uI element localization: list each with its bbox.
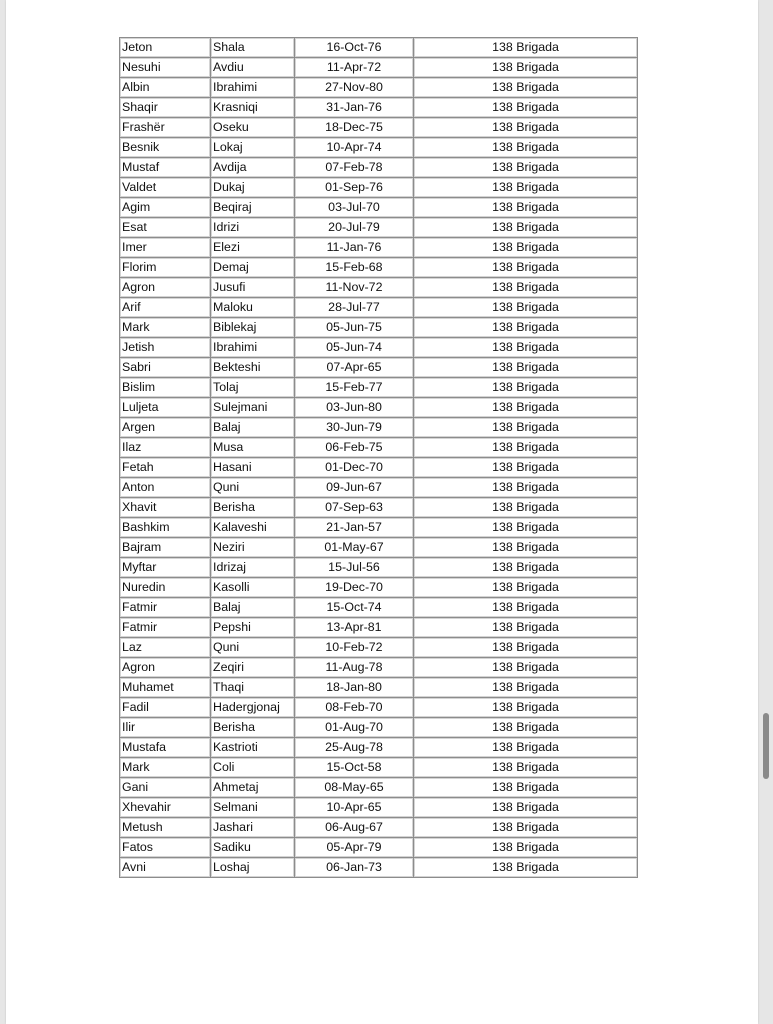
unit-cell: 138 Brigada [414, 798, 638, 818]
last-name-cell: Krasniqi [211, 98, 295, 118]
last-name-cell: Ahmetaj [211, 778, 295, 798]
table-row [120, 838, 638, 858]
first-name-cell: Anton [120, 478, 211, 498]
first-name-cell: Imer [120, 238, 211, 258]
birth-date-cell: 16-Oct-76 [295, 38, 414, 58]
last-name-cell: Maloku [211, 298, 295, 318]
last-name-cell: Avdija [211, 158, 295, 178]
unit-cell: 138 Brigada [414, 398, 638, 418]
birth-date-cell: 10-Feb-72 [295, 638, 414, 658]
first-name-cell: Mark [120, 318, 211, 338]
last-name-cell: Coli [211, 758, 295, 778]
last-name-cell: Zeqiri [211, 658, 295, 678]
unit-cell: 138 Brigada [414, 238, 638, 258]
table-row [120, 198, 638, 218]
table-row [120, 378, 638, 398]
first-name-cell: Metush [120, 818, 211, 838]
table-row [120, 58, 638, 78]
unit-cell: 138 Brigada [414, 198, 638, 218]
table-row [120, 538, 638, 558]
first-name-cell: Mustaf [120, 158, 211, 178]
last-name-cell: Beqiraj [211, 198, 295, 218]
table-row [120, 618, 638, 638]
table-row [120, 398, 638, 418]
unit-cell: 138 Brigada [414, 858, 638, 878]
table-row [120, 858, 638, 878]
last-name-cell: Kalaveshi [211, 518, 295, 538]
first-name-cell: Sabri [120, 358, 211, 378]
last-name-cell: Sadiku [211, 838, 295, 858]
first-name-cell: Avni [120, 858, 211, 878]
first-name-cell: Bislim [120, 378, 211, 398]
first-name-cell: Agim [120, 198, 211, 218]
last-name-cell: Demaj [211, 258, 295, 278]
unit-cell: 138 Brigada [414, 558, 638, 578]
birth-date-cell: 01-Sep-76 [295, 178, 414, 198]
first-name-cell: Ilir [120, 718, 211, 738]
birth-date-cell: 13-Apr-81 [295, 618, 414, 638]
first-name-cell: Shaqir [120, 98, 211, 118]
table-row [120, 798, 638, 818]
unit-cell: 138 Brigada [414, 658, 638, 678]
birth-date-cell: 09-Jun-67 [295, 478, 414, 498]
birth-date-cell: 01-Dec-70 [295, 458, 414, 478]
first-name-cell: Bajram [120, 538, 211, 558]
unit-cell: 138 Brigada [414, 58, 638, 78]
birth-date-cell: 18-Jan-80 [295, 678, 414, 698]
first-name-cell: Xhavit [120, 498, 211, 518]
first-name-cell: Arif [120, 298, 211, 318]
birth-date-cell: 03-Jun-80 [295, 398, 414, 418]
table-row [120, 158, 638, 178]
first-name-cell: Luljeta [120, 398, 211, 418]
table-row [120, 78, 638, 98]
birth-date-cell: 08-Feb-70 [295, 698, 414, 718]
table-row [120, 258, 638, 278]
unit-cell: 138 Brigada [414, 438, 638, 458]
birth-date-cell: 15-Oct-58 [295, 758, 414, 778]
unit-cell: 138 Brigada [414, 498, 638, 518]
last-name-cell: Elezi [211, 238, 295, 258]
table-row [120, 218, 638, 238]
birth-date-cell: 06-Jan-73 [295, 858, 414, 878]
last-name-cell: Idrizi [211, 218, 295, 238]
last-name-cell: Berisha [211, 718, 295, 738]
last-name-cell: Ibrahimi [211, 78, 295, 98]
roster-table [119, 37, 638, 878]
first-name-cell: Mustafa [120, 738, 211, 758]
last-name-cell: Kastrioti [211, 738, 295, 758]
unit-cell: 138 Brigada [414, 758, 638, 778]
birth-date-cell: 05-Jun-74 [295, 338, 414, 358]
table-row [120, 418, 638, 438]
birth-date-cell: 25-Aug-78 [295, 738, 414, 758]
unit-cell: 138 Brigada [414, 358, 638, 378]
birth-date-cell: 11-Aug-78 [295, 658, 414, 678]
roster-table-body [120, 38, 638, 878]
first-name-cell: Gani [120, 778, 211, 798]
table-row [120, 678, 638, 698]
birth-date-cell: 20-Jul-79 [295, 218, 414, 238]
first-name-cell: Nuredin [120, 578, 211, 598]
table-row [120, 758, 638, 778]
unit-cell: 138 Brigada [414, 318, 638, 338]
unit-cell: 138 Brigada [414, 478, 638, 498]
birth-date-cell: 07-Sep-63 [295, 498, 414, 518]
table-row [120, 558, 638, 578]
first-name-cell: Agron [120, 278, 211, 298]
birth-date-cell: 10-Apr-74 [295, 138, 414, 158]
first-name-cell: Frashër [120, 118, 211, 138]
first-name-cell: Bashkim [120, 518, 211, 538]
last-name-cell: Idrizaj [211, 558, 295, 578]
last-name-cell: Thaqi [211, 678, 295, 698]
first-name-cell: Fetah [120, 458, 211, 478]
unit-cell: 138 Brigada [414, 118, 638, 138]
unit-cell: 138 Brigada [414, 258, 638, 278]
table-row [120, 298, 638, 318]
birth-date-cell: 11-Apr-72 [295, 58, 414, 78]
unit-cell: 138 Brigada [414, 818, 638, 838]
birth-date-cell: 08-May-65 [295, 778, 414, 798]
first-name-cell: Fatmir [120, 598, 211, 618]
table-row [120, 638, 638, 658]
last-name-cell: Balaj [211, 418, 295, 438]
unit-cell: 138 Brigada [414, 218, 638, 238]
birth-date-cell: 15-Feb-68 [295, 258, 414, 278]
birth-date-cell: 15-Feb-77 [295, 378, 414, 398]
table-row [120, 278, 638, 298]
last-name-cell: Neziri [211, 538, 295, 558]
birth-date-cell: 05-Jun-75 [295, 318, 414, 338]
last-name-cell: Oseku [211, 118, 295, 138]
birth-date-cell: 31-Jan-76 [295, 98, 414, 118]
first-name-cell: Jetish [120, 338, 211, 358]
table-row [120, 658, 638, 678]
first-name-cell: Fatmir [120, 618, 211, 638]
unit-cell: 138 Brigada [414, 618, 638, 638]
table-row [120, 38, 638, 58]
birth-date-cell: 19-Dec-70 [295, 578, 414, 598]
table-row [120, 598, 638, 618]
last-name-cell: Jashari [211, 818, 295, 838]
last-name-cell: Tolaj [211, 378, 295, 398]
unit-cell: 138 Brigada [414, 338, 638, 358]
table-row [120, 358, 638, 378]
birth-date-cell: 05-Apr-79 [295, 838, 414, 858]
unit-cell: 138 Brigada [414, 778, 638, 798]
unit-cell: 138 Brigada [414, 378, 638, 398]
vertical-scrollbar[interactable] [763, 713, 769, 779]
last-name-cell: Loshaj [211, 858, 295, 878]
table-row [120, 118, 638, 138]
birth-date-cell: 15-Oct-74 [295, 598, 414, 618]
first-name-cell: Albin [120, 78, 211, 98]
last-name-cell: Bekteshi [211, 358, 295, 378]
table-row [120, 718, 638, 738]
unit-cell: 138 Brigada [414, 598, 638, 618]
birth-date-cell: 10-Apr-65 [295, 798, 414, 818]
birth-date-cell: 07-Apr-65 [295, 358, 414, 378]
last-name-cell: Kasolli [211, 578, 295, 598]
birth-date-cell: 21-Jan-57 [295, 518, 414, 538]
last-name-cell: Avdiu [211, 58, 295, 78]
table-row [120, 438, 638, 458]
birth-date-cell: 06-Aug-67 [295, 818, 414, 838]
unit-cell: 138 Brigada [414, 698, 638, 718]
unit-cell: 138 Brigada [414, 638, 638, 658]
unit-cell: 138 Brigada [414, 98, 638, 118]
unit-cell: 138 Brigada [414, 718, 638, 738]
last-name-cell: Dukaj [211, 178, 295, 198]
birth-date-cell: 07-Feb-78 [295, 158, 414, 178]
table-row [120, 498, 638, 518]
last-name-cell: Musa [211, 438, 295, 458]
unit-cell: 138 Brigada [414, 578, 638, 598]
table-row [120, 818, 638, 838]
birth-date-cell: 01-Aug-70 [295, 718, 414, 738]
last-name-cell: Hadergjonaj [211, 698, 295, 718]
first-name-cell: Valdet [120, 178, 211, 198]
table-row [120, 478, 638, 498]
table-row [120, 178, 638, 198]
first-name-cell: Fadil [120, 698, 211, 718]
first-name-cell: Muhamet [120, 678, 211, 698]
birth-date-cell: 11-Jan-76 [295, 238, 414, 258]
first-name-cell: Fatos [120, 838, 211, 858]
table-row [120, 698, 638, 718]
last-name-cell: Selmani [211, 798, 295, 818]
unit-cell: 138 Brigada [414, 678, 638, 698]
first-name-cell: Jeton [120, 38, 211, 58]
table-row [120, 238, 638, 258]
unit-cell: 138 Brigada [414, 138, 638, 158]
last-name-cell: Quni [211, 478, 295, 498]
last-name-cell: Jusufi [211, 278, 295, 298]
document-page [6, 0, 758, 1024]
last-name-cell: Hasani [211, 458, 295, 478]
birth-date-cell: 30-Jun-79 [295, 418, 414, 438]
table-row [120, 318, 638, 338]
unit-cell: 138 Brigada [414, 298, 638, 318]
last-name-cell: Ibrahimi [211, 338, 295, 358]
unit-cell: 138 Brigada [414, 458, 638, 478]
unit-cell: 138 Brigada [414, 838, 638, 858]
first-name-cell: Nesuhi [120, 58, 211, 78]
unit-cell: 138 Brigada [414, 178, 638, 198]
last-name-cell: Balaj [211, 598, 295, 618]
table-row [120, 138, 638, 158]
birth-date-cell: 15-Jul-56 [295, 558, 414, 578]
unit-cell: 138 Brigada [414, 38, 638, 58]
first-name-cell: Florim [120, 258, 211, 278]
birth-date-cell: 03-Jul-70 [295, 198, 414, 218]
birth-date-cell: 28-Jul-77 [295, 298, 414, 318]
table-row [120, 778, 638, 798]
last-name-cell: Biblekaj [211, 318, 295, 338]
birth-date-cell: 06-Feb-75 [295, 438, 414, 458]
table-row [120, 578, 638, 598]
unit-cell: 138 Brigada [414, 518, 638, 538]
table-row [120, 98, 638, 118]
birth-date-cell: 11-Nov-72 [295, 278, 414, 298]
birth-date-cell: 01-May-67 [295, 538, 414, 558]
birth-date-cell: 27-Nov-80 [295, 78, 414, 98]
first-name-cell: Agron [120, 658, 211, 678]
last-name-cell: Berisha [211, 498, 295, 518]
last-name-cell: Shala [211, 38, 295, 58]
unit-cell: 138 Brigada [414, 78, 638, 98]
first-name-cell: Myftar [120, 558, 211, 578]
unit-cell: 138 Brigada [414, 278, 638, 298]
first-name-cell: Argen [120, 418, 211, 438]
unit-cell: 138 Brigada [414, 158, 638, 178]
first-name-cell: Laz [120, 638, 211, 658]
birth-date-cell: 18-Dec-75 [295, 118, 414, 138]
last-name-cell: Quni [211, 638, 295, 658]
table-row [120, 338, 638, 358]
unit-cell: 138 Brigada [414, 738, 638, 758]
first-name-cell: Mark [120, 758, 211, 778]
last-name-cell: Pepshi [211, 618, 295, 638]
first-name-cell: Esat [120, 218, 211, 238]
table-row [120, 738, 638, 758]
last-name-cell: Lokaj [211, 138, 295, 158]
table-row [120, 458, 638, 478]
unit-cell: 138 Brigada [414, 538, 638, 558]
last-name-cell: Sulejmani [211, 398, 295, 418]
first-name-cell: Besnik [120, 138, 211, 158]
first-name-cell: Xhevahir [120, 798, 211, 818]
table-row [120, 518, 638, 538]
first-name-cell: Ilaz [120, 438, 211, 458]
unit-cell: 138 Brigada [414, 418, 638, 438]
